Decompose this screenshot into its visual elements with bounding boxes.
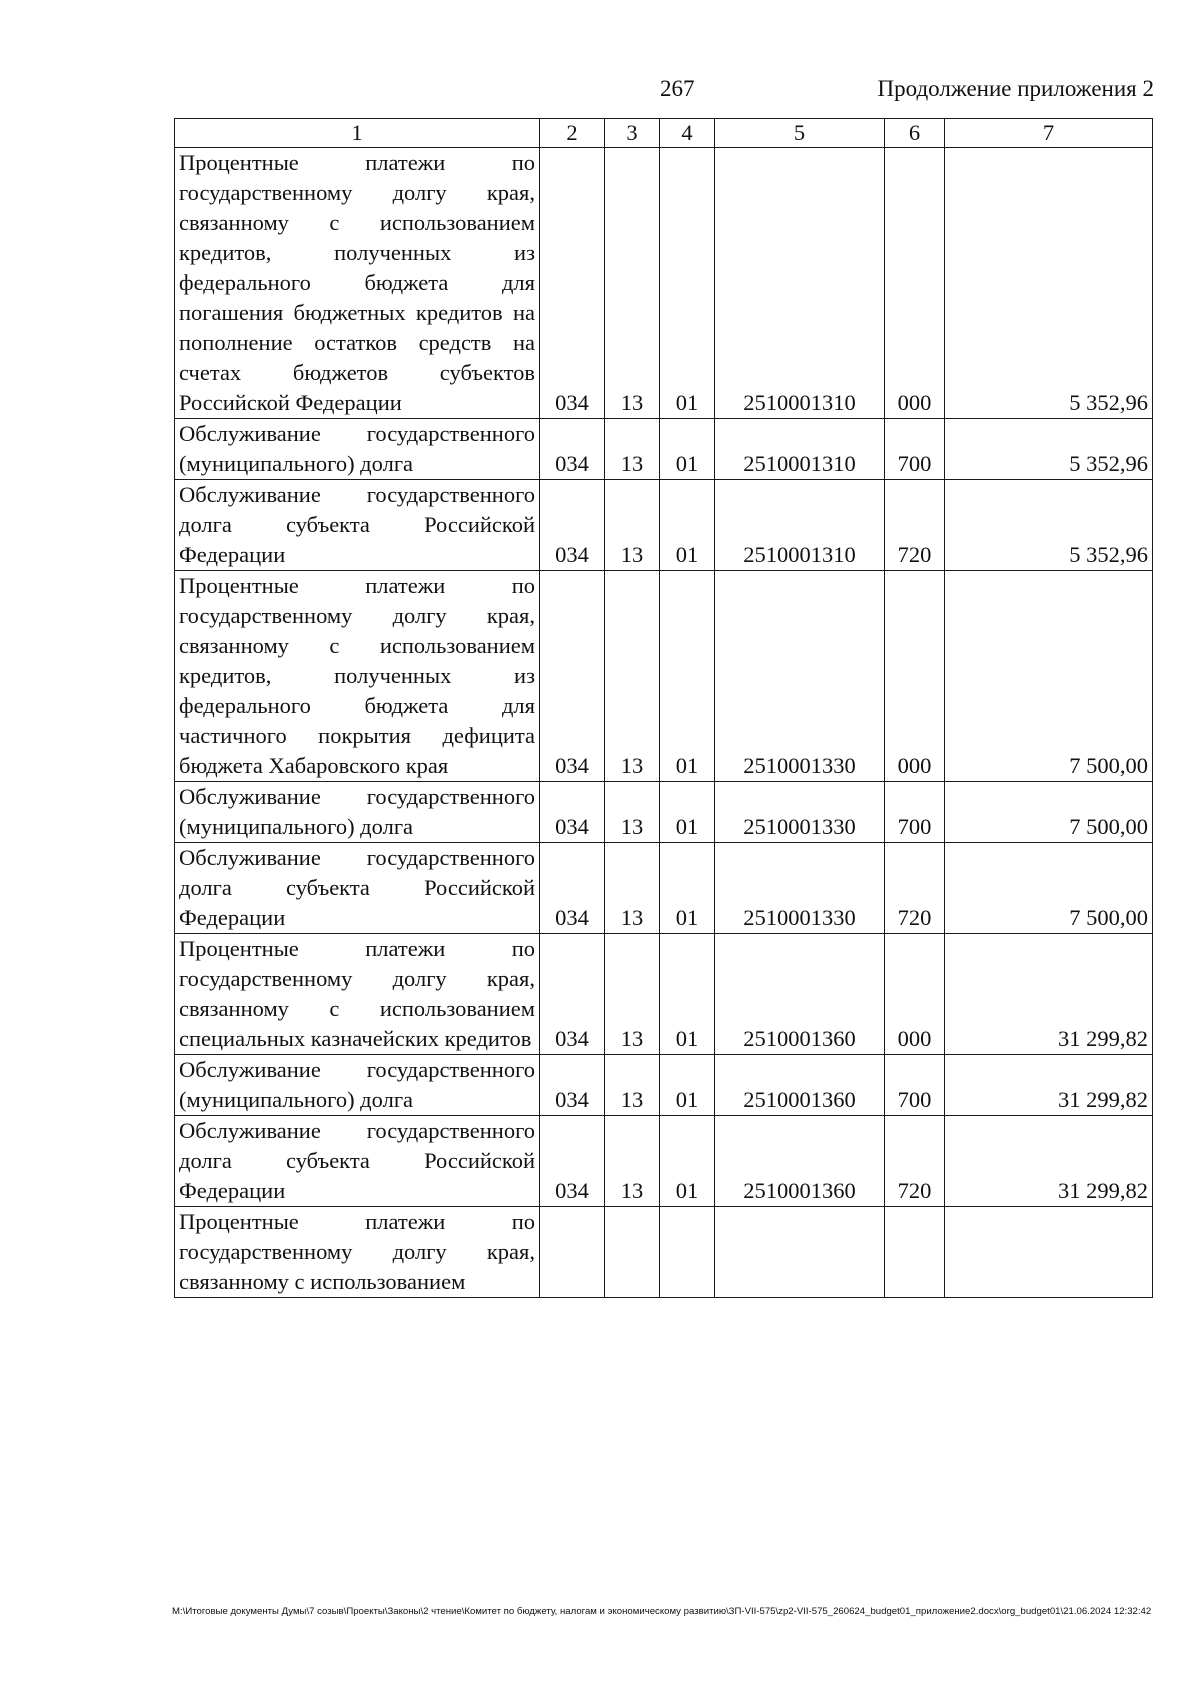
admin-code: 034 (540, 148, 605, 419)
amount: 31 299,82 (945, 934, 1153, 1055)
file-path-footer: M:\Итоговые документы Думы\7 созыв\Проекты\Законы\2 чтение\Комитет по бюджету, налогам и экономическому развитию\ЗП-VII-575\zp2-VII-575_260624_budget01_приложение2.docx\org_budget01\21.06.2024 12:32:42 (172, 1606, 1152, 1617)
expense-type-code: 720 (885, 843, 945, 934)
section-code: 13 (605, 934, 660, 1055)
column-header: 2 (540, 119, 605, 148)
subsection-code: 01 (660, 419, 715, 480)
target-article-code: 2510001330 (715, 843, 885, 934)
expense-type-code (885, 1207, 945, 1298)
amount: 5 352,96 (945, 148, 1153, 419)
admin-code: 034 (540, 419, 605, 480)
section-code: 13 (605, 571, 660, 782)
admin-code: 034 (540, 843, 605, 934)
table-row (175, 843, 1153, 934)
expense-type-code: 000 (885, 571, 945, 782)
expense-type-code: 700 (885, 1055, 945, 1116)
row-description: Процентные платежи по государственному долгу края, связанному с использованием специальных казначейских кредитов (175, 934, 540, 1055)
continuation-label: Продолжение приложения 2 (877, 76, 1154, 101)
table-row (175, 1207, 1153, 1298)
target-article-code: 2510001310 (715, 148, 885, 419)
row-description: Процентные платежи по государственному долгу края, связанному с использованием кредитов, полученных из федерального бюджета для погашения бюджетных кредитов на пополнение остатков средств на счетах бюджетов субъектов Российской Федерации (175, 148, 540, 419)
section-code: 13 (605, 1055, 660, 1116)
target-article-code: 2510001310 (715, 419, 885, 480)
expense-type-code: 700 (885, 782, 945, 843)
row-description: Обслуживание государственного (муниципального) долга (175, 782, 540, 843)
row-description: Обслуживание государственного (муниципального) долга (175, 1055, 540, 1116)
expense-type-code: 000 (885, 934, 945, 1055)
page-number: 267 (660, 76, 695, 101)
amount: 5 352,96 (945, 419, 1153, 480)
table-row (175, 1055, 1153, 1116)
admin-code: 034 (540, 1055, 605, 1116)
expense-type-code: 720 (885, 480, 945, 571)
budget-table (174, 118, 1153, 1298)
admin-code (540, 1207, 605, 1298)
subsection-code: 01 (660, 934, 715, 1055)
expense-type-code: 700 (885, 419, 945, 480)
column-header: 3 (605, 119, 660, 148)
column-header: 4 (660, 119, 715, 148)
row-description: Процентные платежи по государственному долгу края, связанному с использованием (175, 1207, 540, 1298)
subsection-code: 01 (660, 1116, 715, 1207)
target-article-code: 2510001310 (715, 480, 885, 571)
row-description: Обслуживание государственного долга субъекта Российской Федерации (175, 480, 540, 571)
column-header: 1 (175, 119, 540, 148)
amount: 7 500,00 (945, 843, 1153, 934)
row-description: Обслуживание государственного долга субъекта Российской Федерации (175, 843, 540, 934)
table-row (175, 782, 1153, 843)
amount (945, 1207, 1153, 1298)
amount: 31 299,82 (945, 1055, 1153, 1116)
subsection-code: 01 (660, 480, 715, 571)
section-code: 13 (605, 148, 660, 419)
table-row (175, 419, 1153, 480)
section-code: 13 (605, 480, 660, 571)
expense-type-code: 720 (885, 1116, 945, 1207)
admin-code: 034 (540, 934, 605, 1055)
target-article-code: 2510001330 (715, 571, 885, 782)
table-row (175, 1116, 1153, 1207)
target-article-code: 2510001330 (715, 782, 885, 843)
subsection-code: 01 (660, 1055, 715, 1116)
table-row (175, 571, 1153, 782)
column-header: 7 (945, 119, 1153, 148)
amount: 5 352,96 (945, 480, 1153, 571)
target-article-code: 2510001360 (715, 934, 885, 1055)
section-code: 13 (605, 419, 660, 480)
subsection-code: 01 (660, 571, 715, 782)
subsection-code: 01 (660, 148, 715, 419)
subsection-code (660, 1207, 715, 1298)
row-description: Процентные платежи по государственному долгу края, связанному с использованием кредитов, полученных из федерального бюджета для частичного покрытия дефицита бюджета Хабаровского края (175, 571, 540, 782)
amount: 7 500,00 (945, 571, 1153, 782)
subsection-code: 01 (660, 782, 715, 843)
table-row (175, 934, 1153, 1055)
column-header: 5 (715, 119, 885, 148)
section-code (605, 1207, 660, 1298)
table-row (175, 480, 1153, 571)
row-description: Обслуживание государственного долга субъекта Российской Федерации (175, 1116, 540, 1207)
subsection-code: 01 (660, 843, 715, 934)
section-code: 13 (605, 1116, 660, 1207)
amount: 7 500,00 (945, 782, 1153, 843)
target-article-code (715, 1207, 885, 1298)
table-row (175, 148, 1153, 419)
amount: 31 299,82 (945, 1116, 1153, 1207)
admin-code: 034 (540, 782, 605, 843)
expense-type-code: 000 (885, 148, 945, 419)
target-article-code: 2510001360 (715, 1055, 885, 1116)
target-article-code: 2510001360 (715, 1116, 885, 1207)
section-code: 13 (605, 782, 660, 843)
admin-code: 034 (540, 571, 605, 782)
section-code: 13 (605, 843, 660, 934)
admin-code: 034 (540, 480, 605, 571)
admin-code: 034 (540, 1116, 605, 1207)
column-header: 6 (885, 119, 945, 148)
row-description: Обслуживание государственного (муниципального) долга (175, 419, 540, 480)
table-header-row (175, 119, 1153, 148)
